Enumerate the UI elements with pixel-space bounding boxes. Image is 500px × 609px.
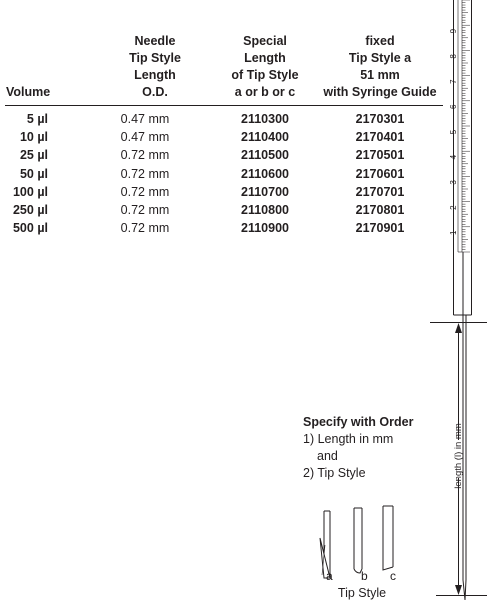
cell-fixed: 2170401 bbox=[355, 130, 405, 145]
cell-fixed: 2170701 bbox=[355, 184, 405, 199]
header-needle-line: Needle bbox=[134, 34, 176, 48]
cell-fixed: 2170601 bbox=[355, 166, 405, 181]
length-label: length (l) in mm bbox=[453, 423, 465, 489]
scale-number: 4 bbox=[449, 154, 458, 160]
arrow-down-icon bbox=[455, 585, 462, 595]
header-fixed-line: with Syringe Guide bbox=[323, 85, 437, 99]
cell-volume: 250 µl bbox=[12, 203, 48, 217]
header-special-line: of Tip Style bbox=[231, 68, 299, 82]
header-needle-line: Length bbox=[134, 68, 176, 82]
cell-od: 0.72 mm bbox=[120, 148, 170, 163]
cell-special: 2110700 bbox=[241, 184, 289, 199]
cell-volume: 25 µl bbox=[19, 148, 48, 163]
cell-special: 2110800 bbox=[241, 203, 289, 217]
tip-b-icon bbox=[354, 508, 362, 573]
scale-number: 1 bbox=[449, 230, 458, 236]
arrow-up-icon bbox=[455, 323, 462, 333]
cell-fixed: 2170301 bbox=[355, 112, 405, 126]
scale-number: 3 bbox=[449, 180, 458, 185]
cell-od: 0.72 mm bbox=[120, 221, 170, 236]
scale-number: 2 bbox=[449, 205, 458, 210]
cell-od: 0.72 mm bbox=[120, 166, 170, 181]
cell-special: 2110600 bbox=[241, 166, 289, 181]
scale-number: 7 bbox=[449, 79, 458, 84]
header-special-line: Length bbox=[244, 51, 286, 65]
scale-number: 5 bbox=[449, 129, 458, 135]
cell-volume: 500 µl bbox=[12, 221, 48, 236]
header-fixed-line: 51 mm bbox=[360, 68, 400, 82]
tip-label-a: a bbox=[326, 569, 333, 583]
scale-number: 6 bbox=[449, 104, 458, 110]
header-needle-line: O.D. bbox=[142, 85, 168, 99]
tip-c-icon bbox=[383, 506, 393, 570]
header-fixed-line: fixed bbox=[365, 34, 395, 48]
tip-label-b: b bbox=[361, 569, 368, 583]
cell-volume: 100 µl bbox=[12, 184, 48, 199]
order-title: Specify with Order bbox=[303, 415, 414, 429]
header-fixed-line: Tip Style a bbox=[348, 51, 412, 65]
cell-od: 0.72 mm bbox=[120, 203, 170, 217]
header-special-line: Special bbox=[243, 34, 287, 48]
order-line: and bbox=[317, 449, 338, 463]
cell-volume: 50 µl bbox=[19, 166, 48, 181]
cell-od: 0.47 mm bbox=[120, 130, 170, 145]
cell-special: 2110400 bbox=[241, 130, 289, 145]
scale-number: 9 bbox=[449, 28, 458, 34]
order-line: 1) Length in mm bbox=[303, 432, 394, 446]
order-line: 2) Tip Style bbox=[303, 466, 366, 480]
cell-od: 0.47 mm bbox=[120, 112, 170, 126]
cell-special: 2110500 bbox=[241, 148, 289, 163]
tip-label-c: c bbox=[390, 569, 396, 583]
header-volume: Volume bbox=[6, 85, 51, 99]
order-instructions bbox=[303, 414, 443, 482]
cell-fixed: 2170901 bbox=[355, 221, 405, 236]
scale-number: 8 bbox=[449, 54, 458, 59]
cell-special: 2110900 bbox=[241, 221, 289, 236]
cell-od: 0.72 mm bbox=[120, 184, 170, 199]
cell-fixed: 2170501 bbox=[355, 148, 405, 163]
tip-a-icon bbox=[320, 511, 330, 578]
header-needle-line: Tip Style bbox=[129, 51, 181, 65]
cell-volume: 5 µl bbox=[26, 112, 48, 126]
cell-special: 2110300 bbox=[241, 112, 289, 126]
cell-volume: 10 µl bbox=[19, 130, 48, 145]
scale-ticks bbox=[462, 0, 470, 252]
header-special-line: a or b or c bbox=[234, 85, 296, 99]
tip-style-caption: Tip Style bbox=[337, 586, 387, 600]
cell-fixed: 2170801 bbox=[355, 203, 405, 217]
